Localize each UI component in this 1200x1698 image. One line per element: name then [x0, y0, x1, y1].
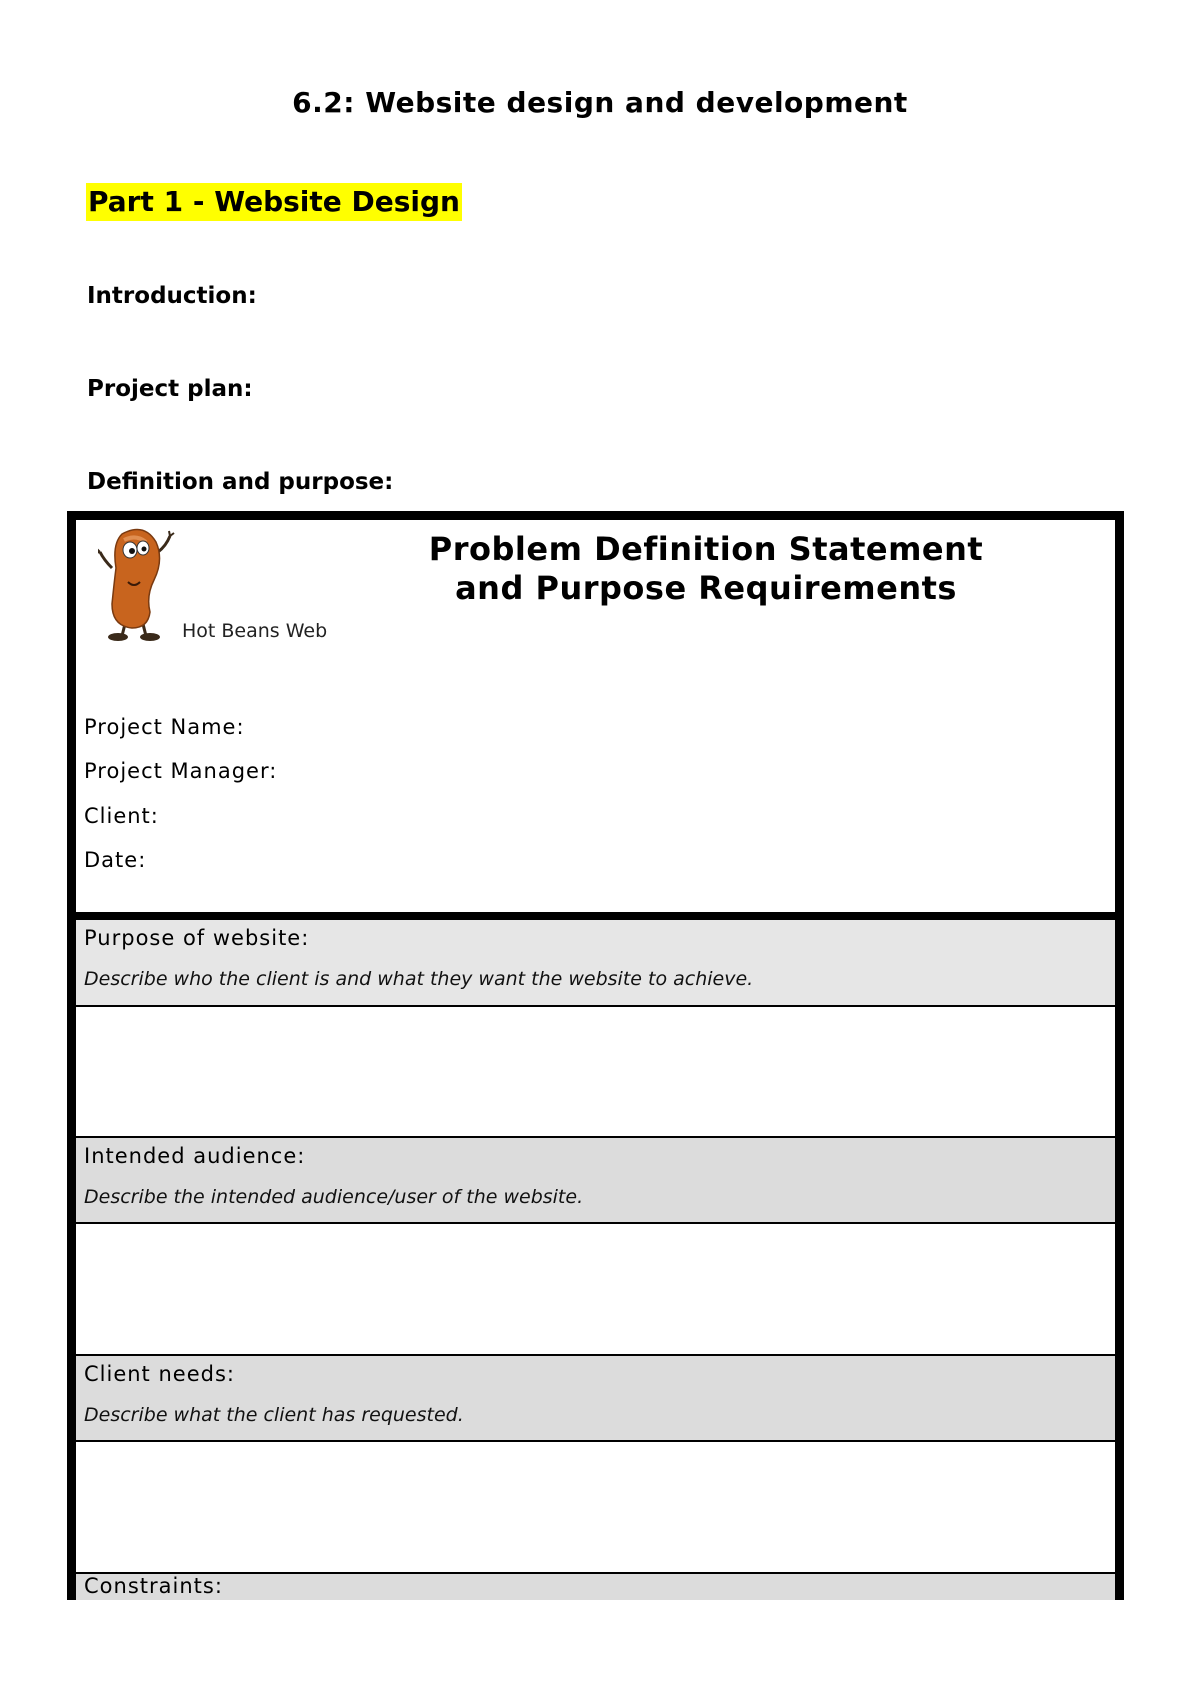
- client-needs-description: Describe what the client has requested.: [84, 1404, 464, 1426]
- purpose-description: Describe who the client is and what they want the website to achieve.: [84, 968, 754, 990]
- audience-answer-area[interactable]: [76, 1224, 1115, 1356]
- project-manager-label: Project Manager:: [84, 759, 278, 783]
- client-needs-answer-area[interactable]: [76, 1442, 1115, 1574]
- constraints-title: Constraints:: [84, 1574, 223, 1598]
- date-label: Date:: [84, 848, 147, 872]
- introduction-heading: Introduction:: [87, 283, 257, 309]
- project-plan-heading: Project plan:: [87, 376, 253, 402]
- client-needs-row-header: [76, 1356, 1115, 1442]
- part-1-heading: Part 1 - Website Design: [86, 183, 462, 221]
- bean-mascot-icon: [98, 524, 178, 642]
- form-title: [426, 530, 986, 608]
- problem-definition-form: [67, 511, 1124, 1600]
- audience-title: Intended audience:: [84, 1144, 306, 1168]
- audience-description: Describe the intended audience/user of the website.: [84, 1186, 584, 1208]
- form-title-line-2: and Purpose Requirements: [455, 569, 957, 607]
- form-title-line-1: Problem Definition Statement: [428, 530, 984, 568]
- client-needs-title: Client needs:: [84, 1362, 235, 1386]
- constraints-row-header: [76, 1574, 1115, 1600]
- document-title: 6.2: Website design and development: [292, 86, 908, 119]
- client-label: Client:: [84, 804, 159, 828]
- purpose-row-header: [76, 920, 1115, 1007]
- audience-row-header: [76, 1138, 1115, 1224]
- form-header: [76, 520, 1115, 920]
- company-name: Hot Beans Web: [182, 620, 328, 642]
- purpose-title: Purpose of website:: [84, 926, 310, 950]
- project-name-label: Project Name:: [84, 715, 245, 739]
- purpose-answer-area[interactable]: [76, 1007, 1115, 1138]
- definition-purpose-heading: Definition and purpose:: [87, 469, 394, 495]
